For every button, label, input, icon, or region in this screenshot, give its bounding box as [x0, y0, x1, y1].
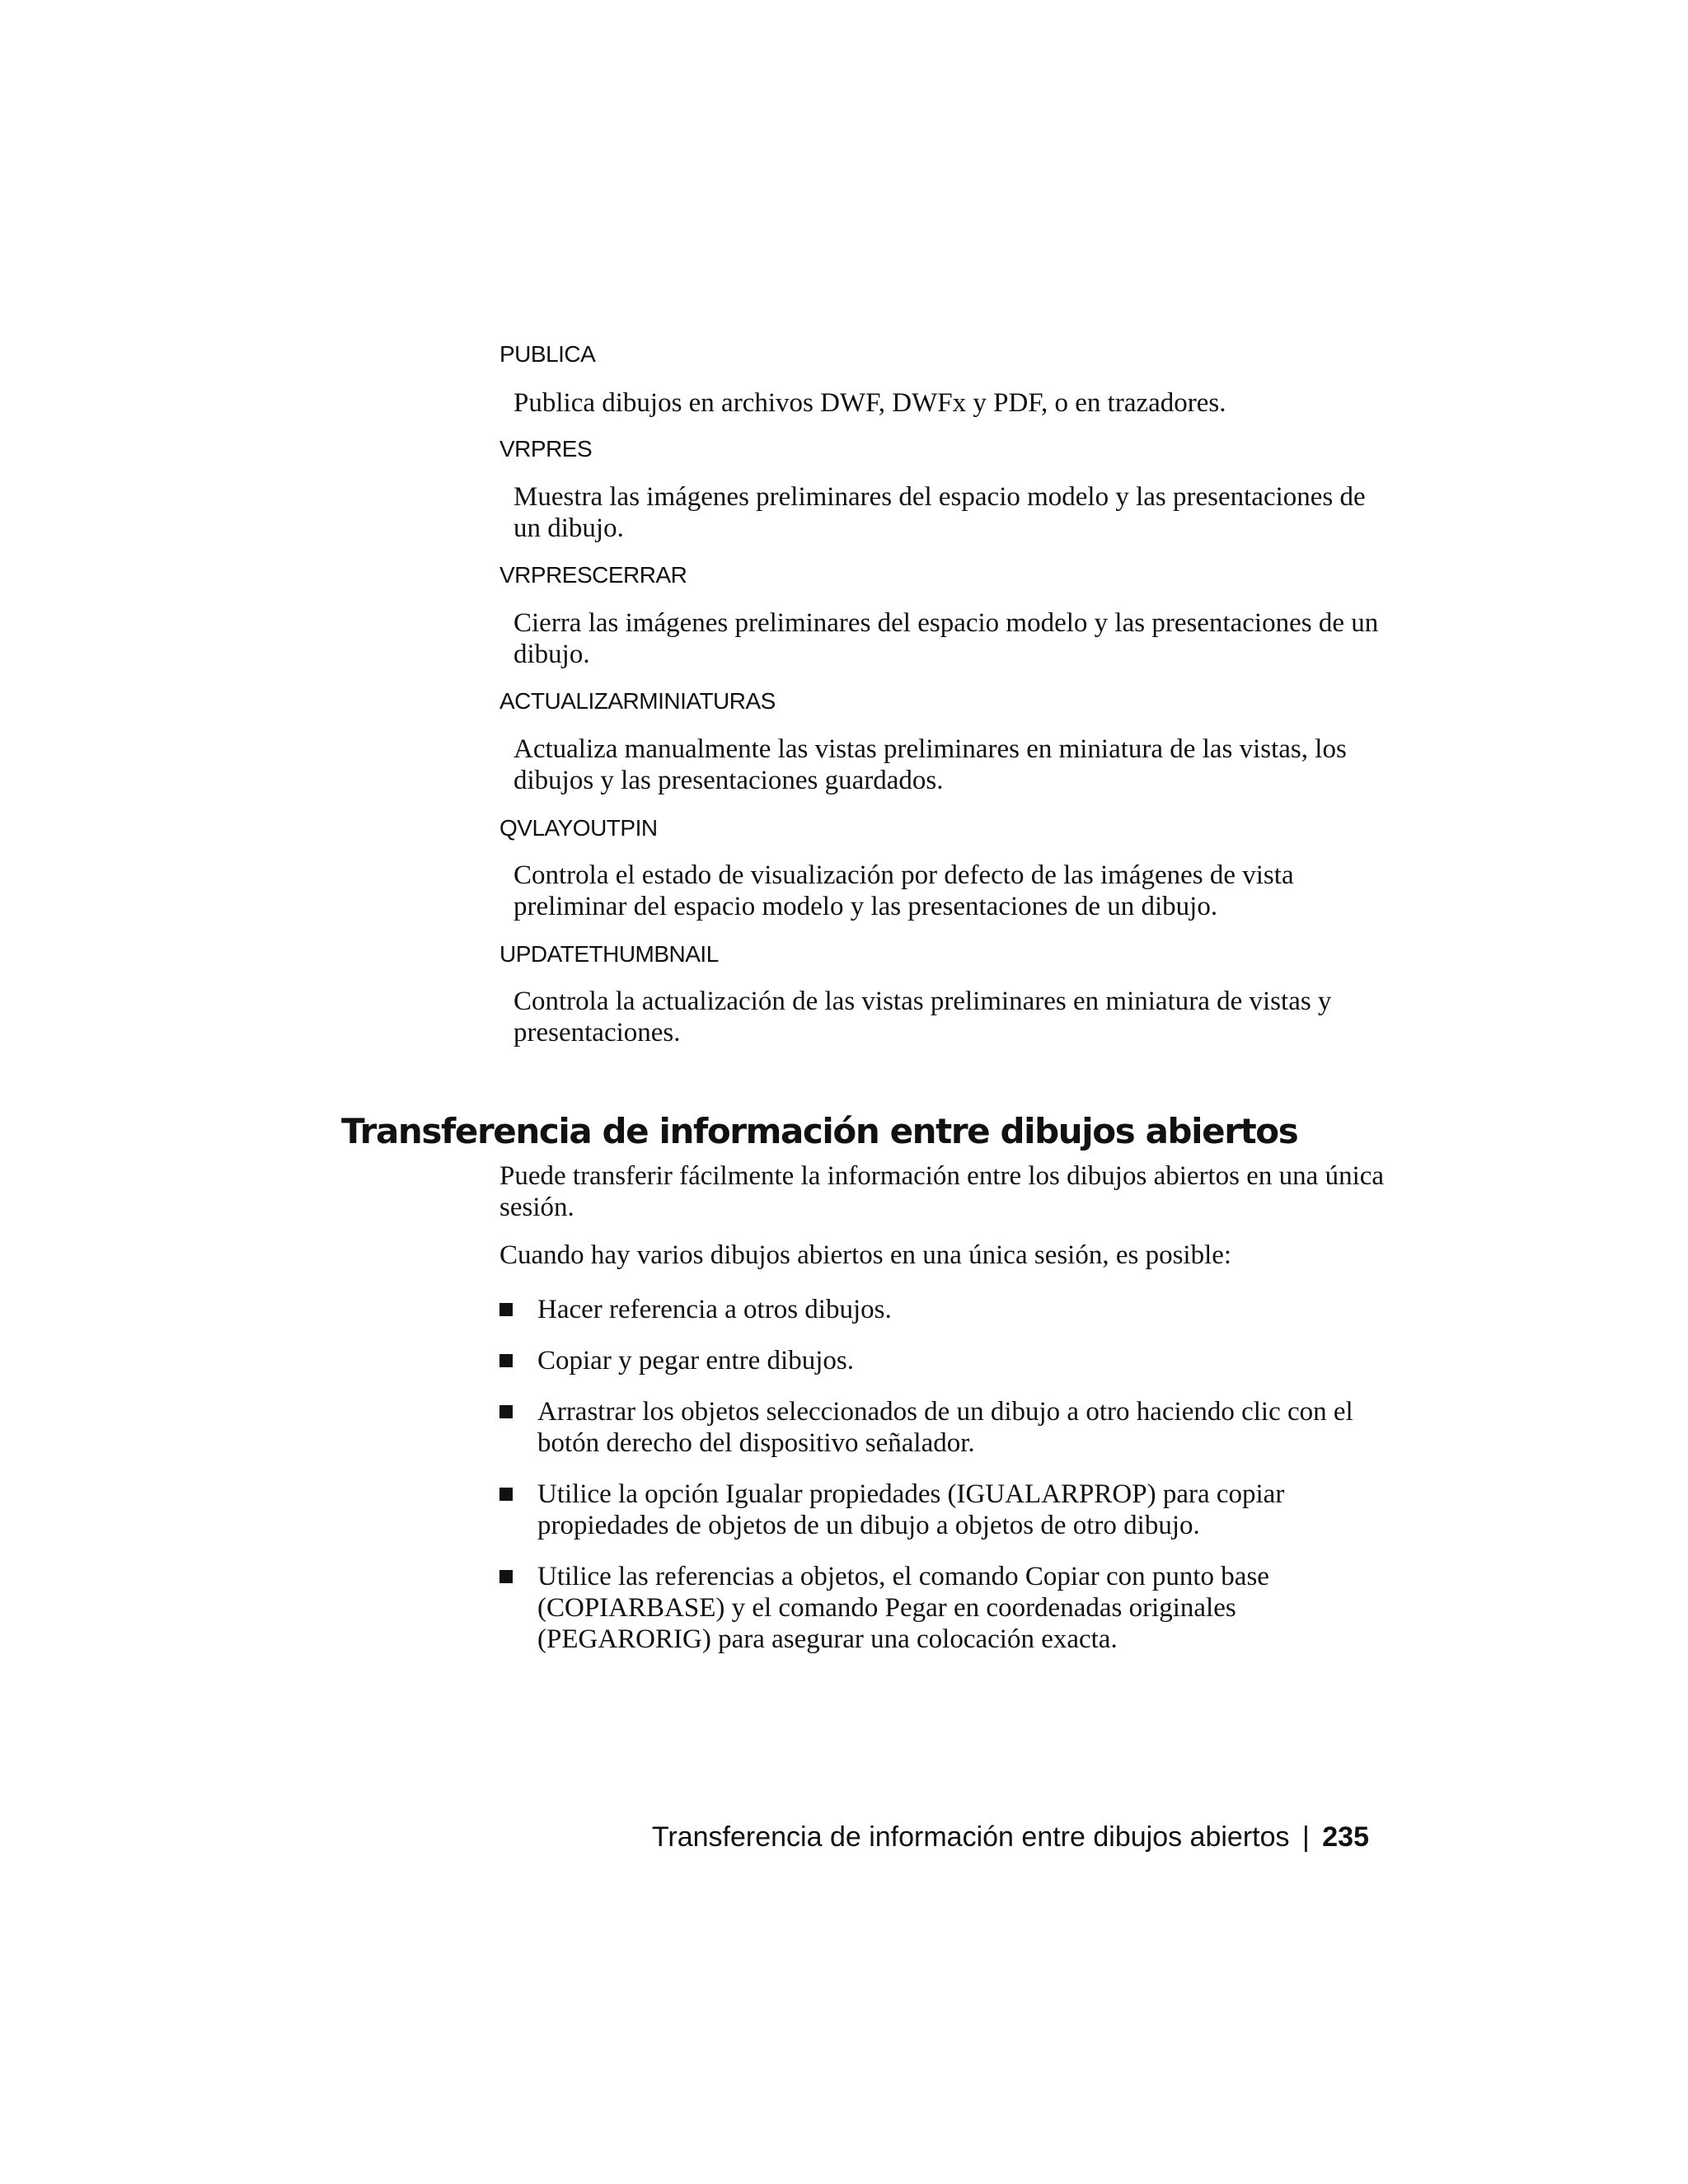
command-description: Muestra las imágenes preliminares del espacio modelo y las presentaciones de un dibujo.: [513, 482, 1366, 543]
list-item: [499, 1479, 1394, 1541]
footer-running-title: Transferencia de información entre dibujos abiertos: [651, 1821, 1290, 1853]
command-description: Controla la actualización de las vistas preliminares en miniatura de vistas y presentaciones.: [513, 987, 1332, 1047]
square-bullet-icon: [499, 1488, 513, 1501]
section-heading: Transferencia de información entre dibujos abiertos: [341, 1111, 1298, 1151]
list-item-text: Arrastrar los objetos seleccionados de un dibujo a otro haciendo clic con el botón derecho del dispositivo señalador.: [537, 1397, 1353, 1458]
command-description: Cierra las imágenes preliminares del espacio modelo y las presentaciones de un dibujo.: [513, 608, 1379, 669]
square-bullet-icon: [499, 1570, 513, 1583]
list-item-text: Utilice las referencias a objetos, el comando Copiar con punto base (COPIARBASE) y el comando Pegar en coordenadas originales (PEGARORIG) para asegurar una colocación exacta.: [537, 1562, 1269, 1654]
command-description: Publica dibujos en archivos DWF, DWFx y PDF, o en trazadores.: [513, 388, 1226, 418]
list-item-text: Utilice la opción Igualar propiedades (IGUALARPROP) para copiar propiedades de objetos de un dibujo a objetos de otro dibujo.: [537, 1479, 1285, 1540]
footer-separator: |: [1301, 1821, 1310, 1853]
command-description: Controla el estado de visualización por defecto de las imágenes de vista preliminar del espacio modelo y las presentaciones de un dibujo.: [513, 860, 1294, 921]
list-item: [499, 1345, 1394, 1376]
command-name: VRPRES: [499, 436, 593, 462]
section-paragraph: Puede transferir fácilmente la información entre los dibujos abiertos en una única sesión.: [499, 1161, 1385, 1222]
list-item-text: Copiar y pegar entre dibujos.: [537, 1346, 854, 1376]
command-name: UPDATETHUMBNAIL: [499, 941, 719, 967]
section-paragraph: Cuando hay varios dibujos abiertos en una única sesión, es posible:: [499, 1240, 1232, 1270]
page-number: 235: [1322, 1821, 1369, 1853]
command-name: ACTUALIZARMINIATURAS: [499, 688, 776, 714]
page-footer: [652, 1819, 1369, 1855]
square-bullet-icon: [499, 1405, 513, 1418]
square-bullet-icon: [499, 1303, 513, 1316]
command-name: PUBLICA: [499, 341, 596, 367]
list-item: [499, 1294, 1394, 1325]
command-name: QVLAYOUTPIN: [499, 815, 658, 841]
bullet-list: [499, 1294, 1394, 1675]
command-name: VRPRESCERRAR: [499, 562, 687, 588]
list-item: [499, 1396, 1394, 1459]
list-item: [499, 1561, 1394, 1655]
command-description: Actualiza manualmente las vistas preliminares en miniatura de las vistas, los dibujos y las presentaciones guardados.: [513, 734, 1347, 795]
square-bullet-icon: [499, 1354, 513, 1367]
list-item-text: Hacer referencia a otros dibujos.: [537, 1295, 892, 1324]
